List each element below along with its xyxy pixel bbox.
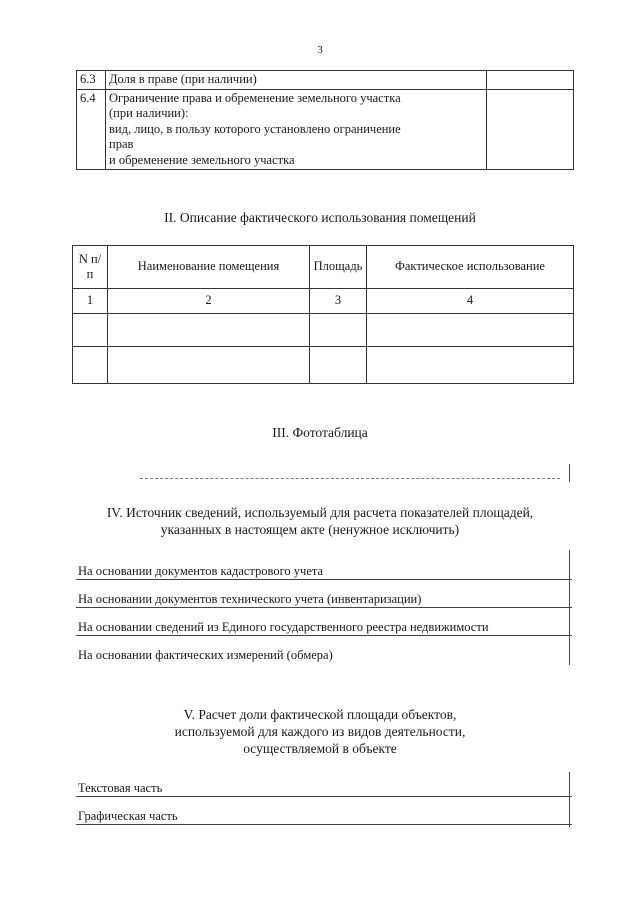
table-cell	[310, 314, 367, 347]
row-text	[106, 89, 487, 170]
section2-title: II. Описание фактического использования помещений	[164, 210, 476, 225]
header-cell: Площадь	[310, 246, 367, 289]
column-number: 2	[108, 289, 310, 314]
land-rights-table	[76, 70, 574, 170]
section5-title-line2: используемой для каждого из видов деятельности,	[174, 724, 466, 739]
table-cell	[367, 314, 574, 347]
table-row	[77, 89, 574, 170]
row-text-line: и обременение земельного участка	[109, 152, 295, 167]
source-option: На основании документов кадастрового учета	[76, 563, 572, 580]
table-header-row	[73, 246, 574, 289]
column-number: 4	[367, 289, 574, 314]
section4-title-line2: указанных в настоящем акте (ненужное исключить)	[160, 522, 460, 537]
premises-usage-table	[72, 245, 574, 384]
table-cell	[73, 347, 108, 384]
row-value	[487, 71, 574, 90]
row-text-line: прав	[109, 137, 134, 151]
table-cell	[310, 347, 367, 384]
row-text-line: (при наличии):	[109, 106, 189, 120]
table-row	[73, 289, 574, 314]
row-text: Доля в праве (при наличии)	[106, 71, 487, 90]
photo-table-line	[140, 478, 560, 479]
table-cell	[108, 314, 310, 347]
table-row	[73, 347, 574, 384]
header-cell: N п/п	[73, 246, 108, 289]
table-row	[77, 71, 574, 90]
section3-title: III. Фототаблица	[272, 425, 368, 440]
row-text-line: Ограничение права и обременение земельного участка	[109, 90, 401, 105]
table-cell	[367, 347, 574, 384]
section5-title-line1: V. Расчет доли фактической площади объектов,	[183, 707, 457, 722]
row-number: 6.4	[77, 89, 106, 170]
page-number: 3	[317, 44, 323, 56]
table-cell	[108, 347, 310, 384]
table-row	[73, 314, 574, 347]
source-list-border	[569, 550, 570, 665]
source-option: На основании сведений из Единого государственного реестра недвижимости	[76, 619, 572, 636]
section5-title-line3: осуществляемой в объекте	[243, 741, 397, 756]
section4-title-line1: IV. Источник сведений, используемый для расчета показателей площадей,	[106, 505, 534, 520]
header-cell: Фактическое использование	[367, 246, 574, 289]
row-number: 6.3	[77, 71, 106, 90]
table-cell	[73, 314, 108, 347]
column-number: 3	[310, 289, 367, 314]
row-text-line: вид, лицо, в пользу которого установлено ограничение	[109, 121, 401, 136]
photo-table-border	[569, 464, 570, 482]
calculation-part: Текстовая часть	[76, 780, 572, 797]
row-value	[487, 89, 574, 170]
calculation-part: Графическая часть	[76, 808, 572, 825]
header-cell: Наименование помещения	[108, 246, 310, 289]
source-option: На основании фактических измерений (обмера)	[78, 648, 333, 662]
calculation-border	[569, 772, 570, 827]
source-option: На основании документов технического учета (инвентаризации)	[76, 591, 572, 608]
column-number: 1	[73, 289, 108, 314]
